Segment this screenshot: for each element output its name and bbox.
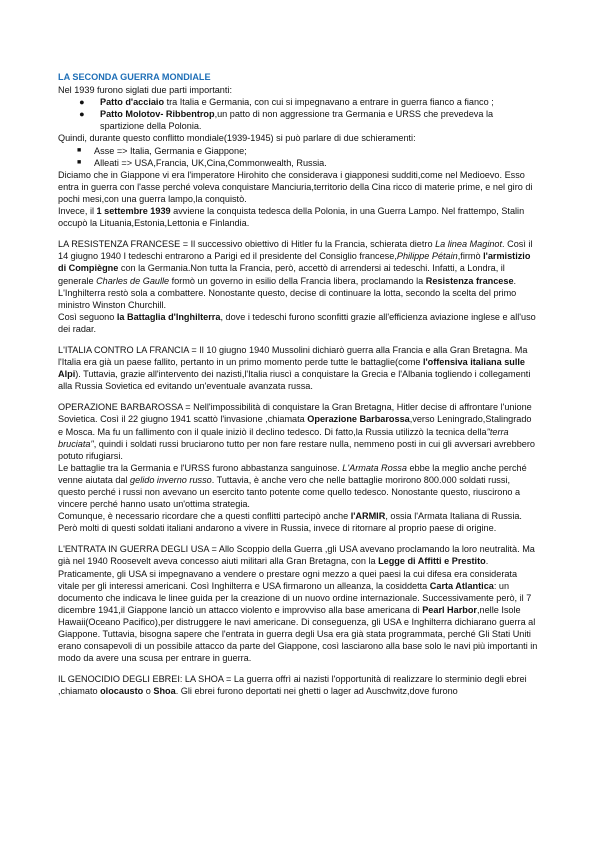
alliances-list [58,145,538,169]
pacts-list [58,96,538,132]
section-shoa: IL GENOCIDIO DEGLI EBREI: LA SHOA = La guerra offrì ai nazisti l'opportunità di realizzare lo sterminio degli ebrei ,chiamato olocausto o Shoa. Gli ebrei furono deportati nei ghetti o lager ad Auschwitz,dove furono [58,674,527,697]
bullet-icon: ● [79,109,85,120]
paragraph-poland: Invece, il 1 settembre 1939 avviene la conquista tedesca della Polonia, in una Guerra Lampo. Nel frattempo, Stalin occupò la Lituania,Estonia,Lettonia e Finlandia. [58,206,525,229]
square-bullet-icon: ■ [77,146,82,154]
paragraph-battles: Le battaglie tra la Germania e l'URSS furono abbastanza sanguinose. L'Armata Rossa ebbe la meglio anche perché venne aiutata dal gelido inverno russo. Tuttavia, è anche vero che nelle battaglie morirono 800.000 soldati russi, questo perché i russi non avevano un esercito tanto potente come quello tedesco. Nonostante questo, riuscirono a vincere perché hanno usato un'ottima strategia. [58,462,527,510]
document-title: LA SECONDA GUERRA MONDIALE [58,72,211,82]
section-resistenza: LA RESISTENZA FRANCESE = Il successivo obiettivo di Hitler fu la Francia, schierata dietro La linea Maginot. Così il 14 giugno 1940 I tedeschi entrarono a Parigi ed il presidente del Consiglio francese,Philippe Pétain,firmò l'armistizio di Compiègne con la Germania.Non tutta la Francia, però, accettò di arrendersi ai tedeschi. Infatti, a Londra, il generale Charles de Gaulle formò un governo in esilio della Francia libera, proclamando la Resistenza francese. L'Inghilterra restò sola a combattere. Nonostante questo, decise di continuare la lotta, secondo la scelta del primo ministro Winston Churchill. [58,239,533,310]
paragraph-japan: Diciamo che in Giappone vi era l'imperatore Hirohito che considerava i giapponesi sudditi,come nel Medioevo. Esso entra in guerra con l'asse perché voleva conquistare Manciuria,territorio della Cina ricco di materie prime, e nel giro di pochi mesi,con una guerra lampo,la conquistò. [58,169,533,204]
list-item: ● Patto d'acciaio tra Italia e Germania, con cui si impegnavano a entrare in guerra fianco a fianco ; [79,97,494,108]
section-usa: L'ENTRATA IN GUERRA DEGLI USA = Allo Scoppio della Guerra ,gli USA avevano proclamando la loro neutralità. Ma già nel 1940 Roosevelt aveva concesso aiuti militari alla Gran Bretagna, con la Legge di Affitti e Prestito. Praticamente, gli USA si impegnavano a vendere o prestare ogni mezzo a quei paesi la cui difesa era considerata vitale per gli interessi americani. Così Inghilterra e USA firmarono un alleanza, la cosiddetta Carta Atlantica: un documento che indicava le linee guida per la creazione di un nuovo ordine internazionale. Successivamente però, il 7 dicembre 1941,il Giappone lanciò un attacco violento e improvviso alla base americana di Pearl Harbor,nelle Isole Hawaii(Oceano Pacifico),per distruggere le navi americane. Di conseguenza, gli USA e Inghilterra dichiarano guerra al Giappone. Tuttavia, bisogna sapere che l'entrata in guerra degli Usa era già stata programmata, perché Gli Stati Uniti erano consapevoli di un possibile attacco da parte del Giappone, così lasciarono alla base solo le navi più importanti in modo da avere una scusa per entrare in guerra. [58,544,538,664]
paragraph-battaglia: Così seguono la Battaglia d'Inghilterra, dove i tedeschi furono sconfitti grazie all'efficienza aviazione inglese e all'uso dei radar. [58,311,536,334]
intro-line-2: Quindi, durante questo conflitto mondiale(1939-1945) si può parlare di due schieramenti: [58,133,416,144]
square-bullet-icon: ■ [77,158,82,166]
document-page [58,71,538,698]
list-item: ● Patto Molotov- Ribbentrop,un patto di non aggressione tra Germania e URSS che prevedeva la spartizione della Polonia. [79,109,494,132]
paragraph-armir: Comunque, è necessario ricordare che a questi conflitti partecipò anche l'ARMIR, ossia l'Armata Italiana di Russia. Però molti di questi soldati italiani andarono a vivere in Russia, invece di ritornare al proprio paese di origine. [58,511,522,534]
list-item: ■ Alleati => USA,Francia, UK,Cina,Commonwealth, Russia. [77,157,327,168]
section-barbarossa: OPERAZIONE BARBAROSSA = Nell'impossibilità di conquistare la Gran Bretagna, Hitler decise di affrontare l'unione Sovietica. Così il 22 giugno 1941 scattò l'invasione ,chiamata Operazione Barbarossa,verso Leningrado,Stalingrado e Mosca. Ma fu un fallimento con il quale iniziò il declino tedesco. Di fatto,la Russia utilizzò la tecnica della"terra bruciata", quindi i soldati russi bruciarono tutto per non fare restare nulla, nemmeno posti in cui gli avversari avrebbero potuto rifugiarsi. [58,402,535,461]
section-italia: L'ITALIA CONTRO LA FRANCIA = Il 10 giugno 1940 Mussolini dichiarò guerra alla Francia e alla Gran Bretagna. Ma l'Italia era già un paese fallito, pertanto in un primo momento perde tutte le battaglie(come l'offensiva italiana sulle Alpi). Tuttavia, grazie all'intervento dei nazisti,l'Italia riuscì a conquistare la Grecia e l'Albania togliendo i collegamenti alla Russia Sovietica ed evitando un'eventuale avanzata russa. [58,344,531,392]
list-item: ■ Asse => Italia, Germania e Giappone; [77,145,247,156]
bullet-icon: ● [79,97,85,108]
intro-line: Nel 1939 furono siglati due parti importanti: [58,85,232,96]
